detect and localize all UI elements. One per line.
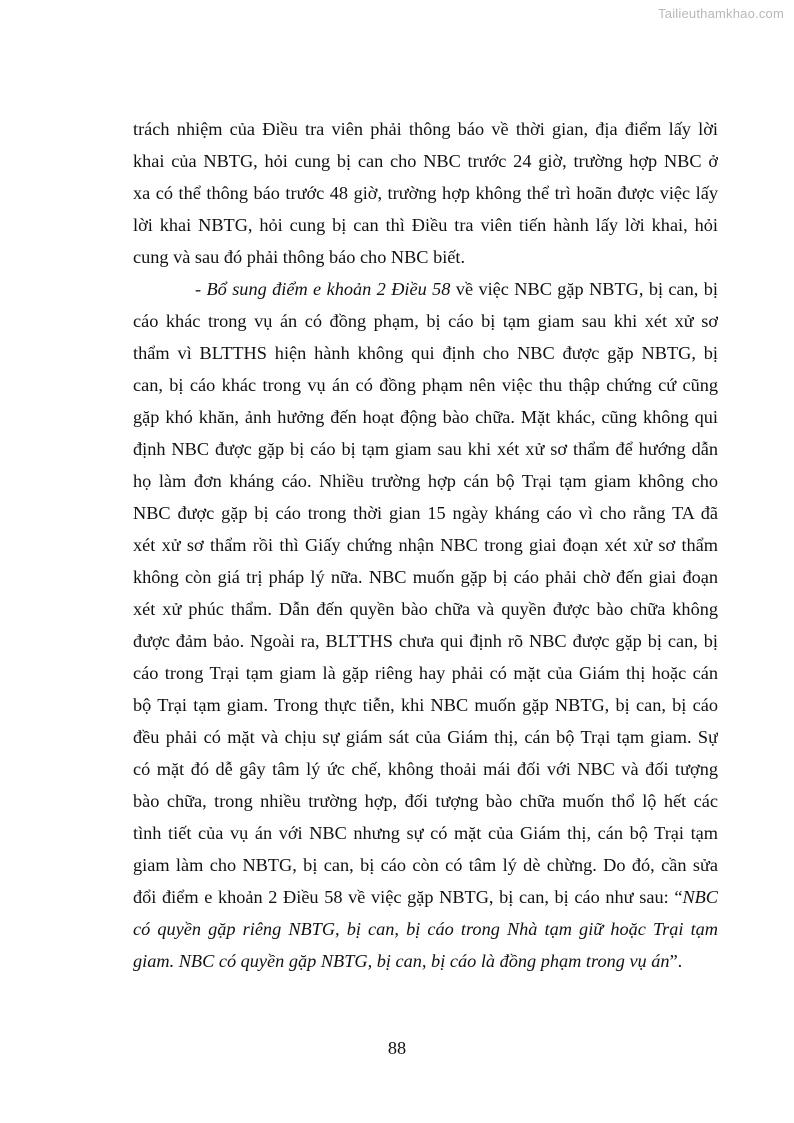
text-line: xét xử phúc thẩm. Dẫn đến quyền bào chữa và quyền được bào chữa không [133, 599, 718, 619]
text-line: cung và sau đó phải thông báo cho NBC biết. [133, 247, 466, 267]
italic-quote-text: giam. NBC có quyền gặp NBTG, bị can, bị cáo là đồng phạm trong vụ án [133, 951, 670, 971]
text-line: trách nhiệm của Điều tra viên phải thông báo về thời gian, địa điểm lấy lời [133, 119, 718, 139]
text-line: xét xử sơ thẩm rồi thì Giấy chứng nhận NBC trong giai đoạn xét xử sơ thẩm [133, 535, 718, 555]
text-line: cáo trong Trại tạm giam là gặp riêng hay phải có mặt của Giám thị hoặc cán [133, 663, 718, 683]
text-line: bộ Trại tạm giam. Trong thực tiễn, khi NBC muốn gặp NBTG, bị can, bị cáo [133, 695, 718, 715]
italic-quote-line [133, 945, 718, 977]
italic-quote-text: NBC [682, 887, 718, 907]
text-line: được đảm bảo. Ngoài ra, BLTTHS chưa qui định rõ NBC được gặp bị can, bị [133, 631, 718, 651]
text-line: lời khai NBTG, hỏi cung bị can thì Điều tra viên tiến hành lấy lời khai, hỏi [133, 215, 718, 235]
text-line: can, bị cáo khác trong vụ án có đồng phạm nên việc thu thập chứng cứ cũng [133, 375, 718, 395]
page-number: 88 [387, 1038, 407, 1058]
text-line: gặp khó khăn, ảnh hưởng đến hoạt động bào chữa. Mặt khác, cũng không qui [133, 407, 718, 427]
text-line: thẩm vì BLTTHS hiện hành không qui định cho NBC được gặp NBTG, bị [133, 343, 718, 363]
text-line [133, 881, 718, 913]
watermark-text: Tailieuthamkhao.com [658, 6, 784, 21]
text-segment: về việc NBC gặp NBTG, bị can, bị [450, 279, 718, 299]
text-segment: đổi điểm e khoản 2 Điều 58 về việc gặp NBTG, bị can, bị cáo như sau: “ [133, 887, 683, 907]
document-body [133, 113, 718, 977]
italic-quote-text: có quyền gặp riêng NBTG, bị can, bị cáo trong Nhà tạm giữ hoặc Trại tạm [133, 919, 718, 939]
text-line: không còn giá trị pháp lý nữa. NBC muốn gặp bị cáo phải chờ đến giai đoạn [133, 567, 718, 587]
text-line: khai của NBTG, hỏi cung bị can cho NBC trước 24 giờ, trường hợp NBC ở [133, 151, 718, 171]
paragraph-start-line [133, 273, 718, 305]
text-line: họ làm đơn kháng cáo. Nhiều trường hợp cán bộ Trại tạm giam không cho [133, 471, 718, 491]
italic-quote-line [133, 913, 718, 945]
text-line: giam làm cho NBTG, bị can, bị cáo còn có tâm lý dè chừng. Do đó, cần sửa [133, 855, 718, 875]
italic-heading-text: - Bổ sung điểm e khoản 2 Điều 58 [195, 279, 451, 299]
text-line: bào chữa, trong nhiều trường hợp, đối tượng bào chữa muốn thổ lộ hết các [133, 791, 718, 811]
text-line: tình tiết của vụ án với NBC nhưng sự có mặt của Giám thị, cán bộ Trại tạm [133, 823, 718, 843]
text-line: cáo khác trong vụ án có đồng phạm, bị cáo bị tạm giam sau khi xét xử sơ [133, 311, 718, 331]
text-line: có mặt đó dễ gây tâm lý ức chế, không thoải mái đối với NBC và đối tượng [133, 759, 718, 779]
text-line: đều phải có mặt và chịu sự giám sát của Giám thị, cán bộ Trại tạm giam. Sự [133, 727, 718, 747]
text-segment: ”. [669, 951, 683, 971]
text-line: xa có thể thông báo trước 48 giờ, trường hợp không thể trì hoãn được việc lấy [133, 183, 718, 203]
text-line: định NBC được gặp bị cáo bị tạm giam sau khi xét xử sơ thẩm để hướng dẫn [133, 439, 718, 459]
text-line: NBC được gặp bị cáo trong thời gian 15 ngày kháng cáo vì cho rằng TA đã [133, 503, 718, 523]
